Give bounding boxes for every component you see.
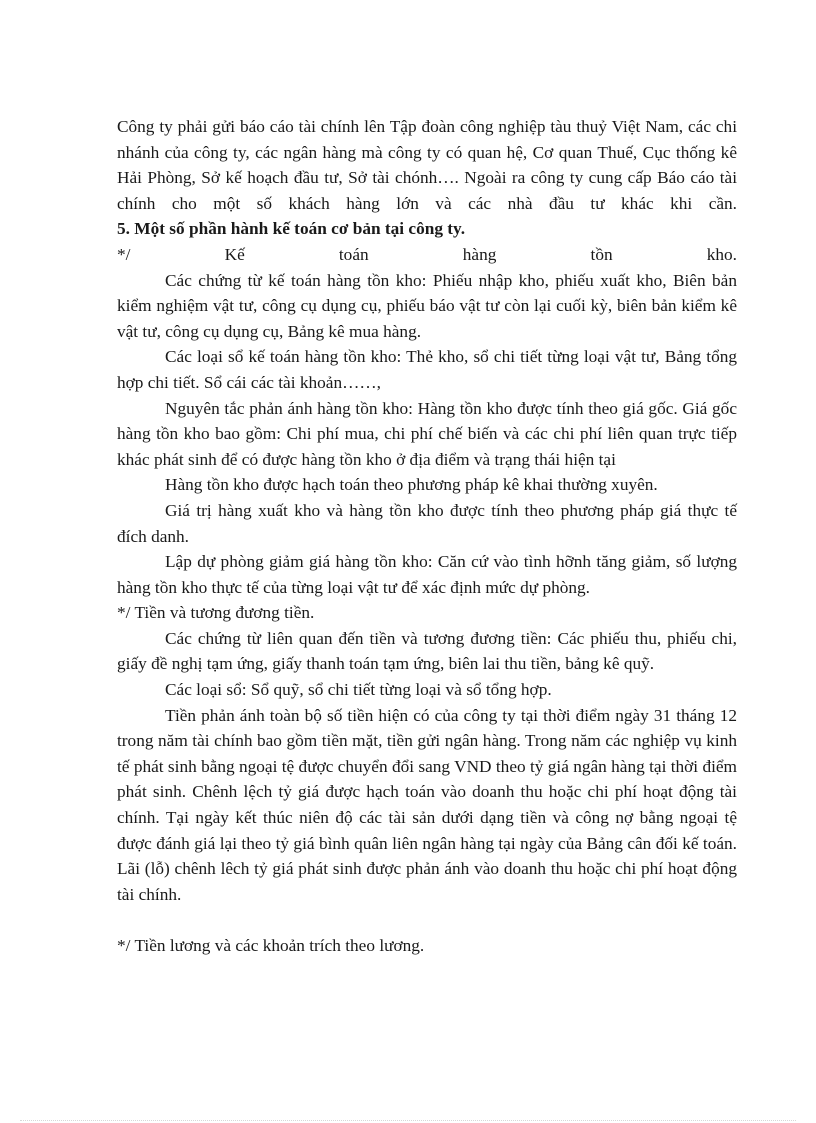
page-bottom-divider [20, 1120, 796, 1121]
paragraph-cash-vouchers: Các chứng từ liên quan đến tiền và tương đương tiền: Các phiếu thu, phiếu chi, giấy đề nghị tạm ứng, giấy thanh toán tạm ứng, biên lai thu tiền, bảng kê quỹ. [117, 628, 737, 674]
paragraph-inventory-provision: Lập dự phòng giảm giá hàng tồn kho: Căn cứ vào tình hỡnh tăng giảm, số lượng hàng tồn kho thực tế của từng loại vật tư để xác định mức dự phòng. [117, 552, 737, 597]
subheading-cash: */ Tiền và tương đương tiền. [117, 603, 315, 623]
section-heading: 5. Một số phần hành kế toán cơ bản tại công ty. [117, 219, 466, 239]
paragraph-inventory-valuation: Giá trị hàng xuất kho và hàng tồn kho được tính theo phương pháp giá thực tế đích danh. [117, 500, 737, 546]
paragraph-inventory-vouchers: Các chứng từ kế toán hàng tồn kho: Phiếu nhập kho, phiếu xuất kho, Biên bản kiểm nghiệm vật tư, công cụ dụng cụ, phiếu báo vật tư còn lại cuối kỳ, biên bản kiểm kê vật tư, công cụ dụng cụ, Bảng kê mua hàng. [117, 270, 737, 341]
document-body [117, 114, 737, 959]
paragraph-cash-description: Tiền phản ánh toàn bộ số tiền hiện có của công ty tại thời điểm ngày 31 tháng 12 trong năm tài chính bao gồm tiền mặt, tiền gửi ngân hàng. Trong năm các nghiệp vụ kinh tế phát sinh bằng ngoại tệ được chuyển đổi sang VND theo tỷ giá ngân hàng tại thời điểm phát sinh. Chênh lệch tỷ giá được hạch toán vào doanh thu hoặc chi phí hoạt động tài chính. Tại ngày kết thúc niên độ các tài sản dưới dạng tiền và công nợ bằng ngoại tệ được đánh giá lại theo tỷ giá bình quân liên ngân hàng tại ngày của Bảng cân đối kế toán. Lãi (lỗ) chênh lêch tỷ giá phát sinh được phản ánh vào doanh thu hoặc chi phí hoạt động tài chính. [117, 705, 737, 904]
paragraph-cash-books: Các loại sổ: Sổ quỹ, sổ chi tiết từng loại và sổ tổng hợp. [165, 680, 552, 700]
subheading-inventory: */ Kế toán hàng tồn kho. [117, 244, 737, 264]
paragraph-inventory-principle: Nguyên tắc phản ánh hàng tồn kho: Hàng tồn kho được tính theo giá gốc. Giá gốc hàng tồn kho bao gồm: Chi phí mua, chi phí chế biến và các chi phí liên quan trực tiếp khác phát sinh để có được hàng tồn kho ở địa điểm và trạng thái hiện tại [117, 398, 737, 469]
paragraph-inventory-method: Hàng tồn kho được hạch toán theo phương pháp kê khai thường xuyên. [165, 475, 658, 495]
blank-line [117, 907, 737, 933]
subheading-salary: */ Tiền lương và các khoản trích theo lương. [117, 936, 425, 955]
paragraph-report-recipients: Công ty phải gửi báo cáo tài chính lên Tập đoàn công nghiệp tàu thuỷ Việt Nam, các chi nhánh của công ty, các ngân hàng mà công ty có quan hệ, Cơ quan Thuế, Cục thống kê Hải Phòng, Sở kế hoạch đầu tư, Sở tài chónh…. Ngoài ra công ty cung cấp Báo cáo tài chính cho một số khách hàng lớn và các nhà đầu tư khác khi cần. [117, 117, 737, 213]
paragraph-inventory-books: Các loại sổ kế toán hàng tồn kho: Thẻ kho, sổ chi tiết từng loại vật tư, Bảng tổng hợp chi tiết. Sổ cái các tài khoản……, [117, 347, 737, 392]
